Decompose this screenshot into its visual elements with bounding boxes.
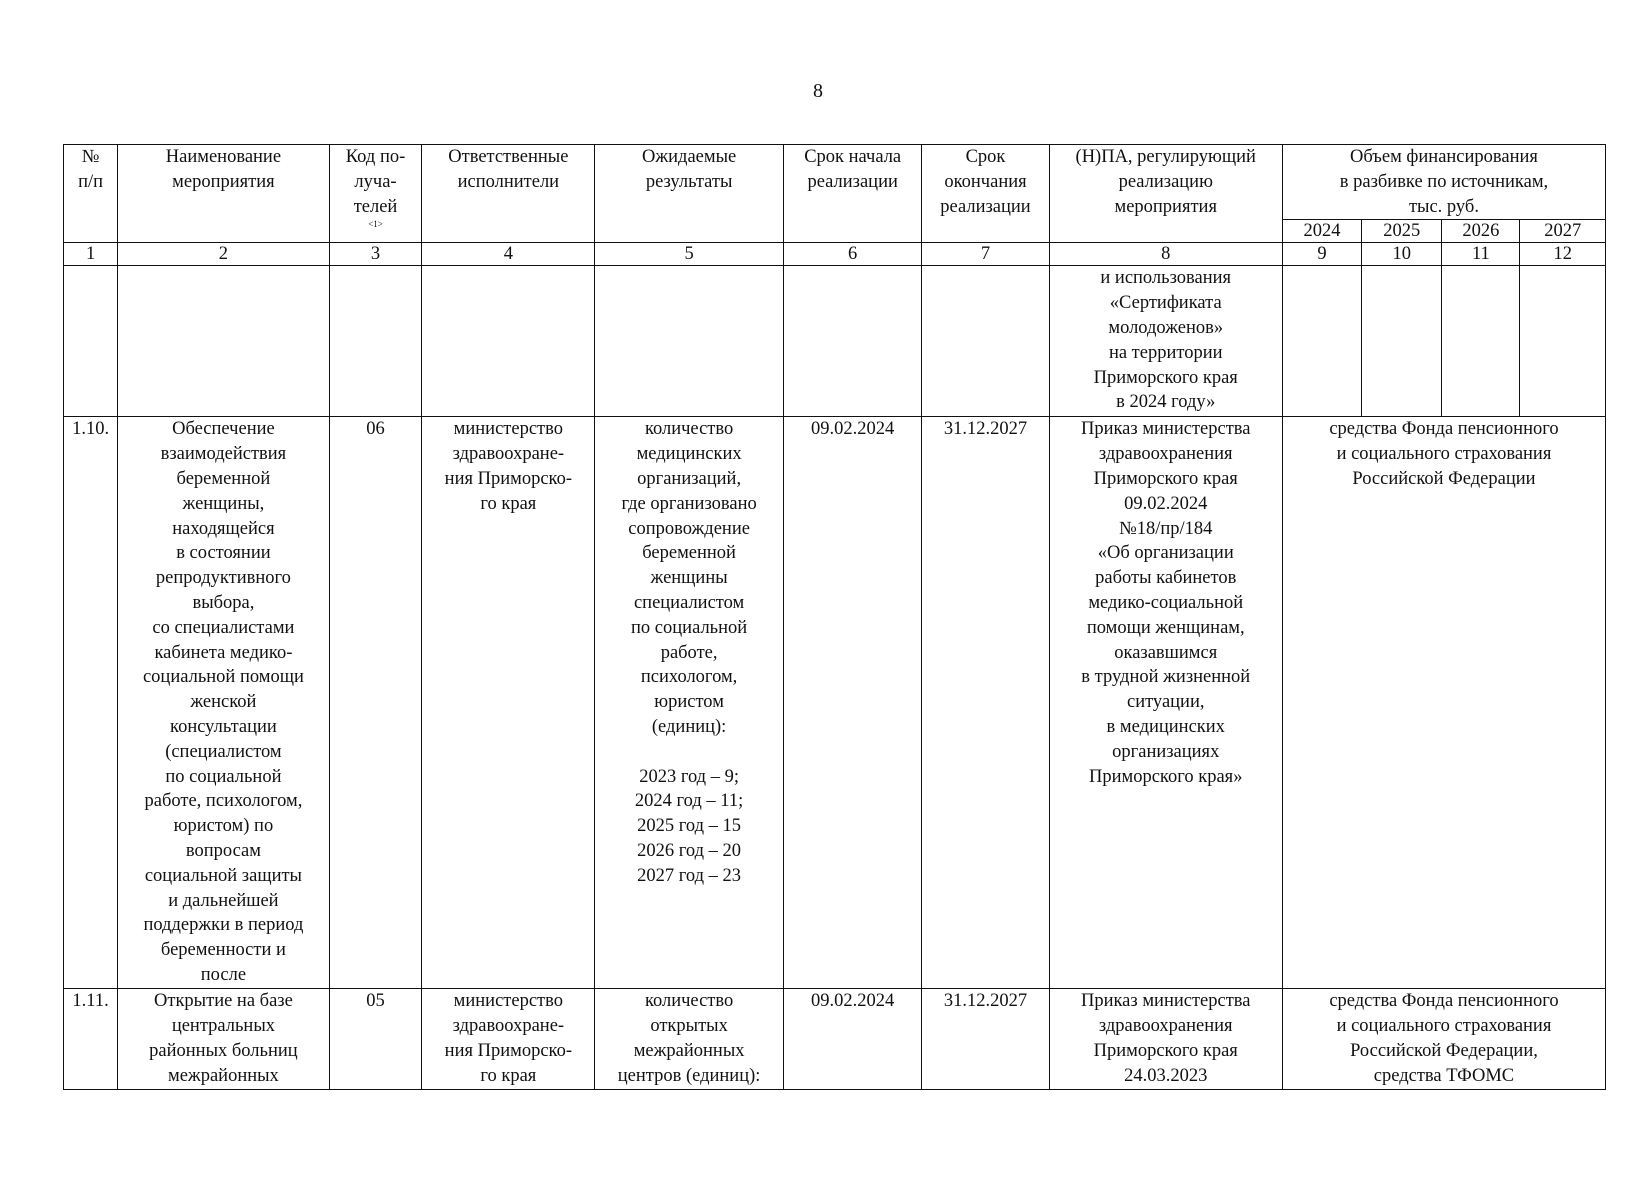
row-name-cell: Обеспечение взаимодействия беременной женщины, находящейся в состоянии репродуктивного выбора, со специалистами кабинета медико- социальной помощи женской консультации (специалистом по социальной работе, психологом, юристом) по вопросам социальной защиты и дальнейшей поддержки в период беременности и после: [118, 417, 329, 989]
row-finance-2027-cell: [1520, 266, 1606, 417]
header-num: № п/п: [64, 145, 118, 243]
page-number: 8: [813, 80, 823, 102]
row-finance-cell: средства Фонда пенсионного и социального страхования Российской Федерации, средства ТФОМС: [1282, 989, 1605, 1089]
row-code-cell: 05: [329, 989, 422, 1089]
row-results-cell: количество открытых межрайонных центров (единиц):: [595, 989, 784, 1089]
row-finance-cell: средства Фонда пенсионного и социального страхования Российской Федерации: [1282, 417, 1605, 989]
row-results-cell: количество медицинских организаций, где организовано сопровождение беременной женщины специалистом по социальной работе, психологом, юристом (единиц): 2023 год – 9; 2024 год – 11; 2025 год – 15 2026 год – 20 2027 год – 23: [595, 417, 784, 989]
header-start: Срок начала реализации: [783, 145, 922, 243]
header-code-text: Код по- луча- телей: [345, 147, 406, 217]
column-index: 3: [329, 243, 422, 266]
column-index: 4: [422, 243, 595, 266]
row-finance-2026-cell: [1442, 266, 1520, 417]
column-index: 5: [595, 243, 784, 266]
table-row: [64, 266, 1606, 417]
header-code: [329, 145, 422, 243]
row-num-cell: 1.10.: [64, 417, 118, 989]
table-row: [64, 417, 1606, 989]
header-end: Срок окончания реализации: [922, 145, 1049, 243]
header-year: 2027: [1520, 220, 1606, 243]
row-end-cell: 31.12.2027: [922, 417, 1049, 989]
header-year: 2026: [1442, 220, 1520, 243]
header-code-note: <1>: [368, 219, 383, 230]
column-index: 10: [1362, 243, 1442, 266]
column-index: 7: [922, 243, 1049, 266]
header-executors: Ответственные исполнители: [422, 145, 595, 243]
header-row: [64, 145, 1606, 220]
row-code-cell: [329, 266, 422, 417]
header-results: Ожидаемые результаты: [595, 145, 784, 243]
row-npa-cell: Приказ министерства здравоохранения Приморского края 24.03.2023: [1049, 989, 1282, 1089]
row-start-cell: [783, 266, 922, 417]
row-executors-cell: министерство здравоохране- ния Приморско- го края: [422, 417, 595, 989]
column-index: 6: [783, 243, 922, 266]
column-index: 9: [1282, 243, 1361, 266]
row-results-cell: [595, 266, 784, 417]
column-index: 2: [118, 243, 329, 266]
column-index: 11: [1442, 243, 1520, 266]
row-executors-cell: министерство здравоохране- ния Приморско- го края: [422, 989, 595, 1089]
row-npa-cell: Приказ министерства здравоохранения Приморского края 09.02.2024 №18/пр/184 «Об организации работы кабинетов медико-социальной помощи женщинам, оказавшимся в трудной жизненной ситуации, в медицинских организациях Приморского края»: [1049, 417, 1282, 989]
header-npa: (Н)ПА, регулирующий реализацию мероприятия: [1049, 145, 1282, 243]
row-name-cell: [118, 266, 329, 417]
table-row: [64, 989, 1606, 1089]
column-index: 8: [1049, 243, 1282, 266]
row-name-cell: Открытие на базе центральных районных больниц межрайонных: [118, 989, 329, 1089]
row-num-cell: [64, 266, 118, 417]
column-index-row: [64, 243, 1606, 266]
header-year: 2025: [1362, 220, 1442, 243]
row-finance-2025-cell: [1362, 266, 1442, 417]
row-finance-2024-cell: [1282, 266, 1361, 417]
activities-table: [63, 144, 1606, 1090]
row-start-cell: 09.02.2024: [783, 989, 922, 1089]
row-end-cell: 31.12.2027: [922, 989, 1049, 1089]
row-num-cell: 1.11.: [64, 989, 118, 1089]
column-index: 12: [1520, 243, 1606, 266]
header-name: Наименование мероприятия: [118, 145, 329, 243]
row-end-cell: [922, 266, 1049, 417]
header-finance: Объем финансирования в разбивке по источникам, тыс. руб.: [1282, 145, 1605, 220]
row-start-cell: 09.02.2024: [783, 417, 922, 989]
row-npa-cell: и использования «Сертификата молодоженов» на территории Приморского края в 2024 году»: [1049, 266, 1282, 417]
row-code-cell: 06: [329, 417, 422, 989]
column-index: 1: [64, 243, 118, 266]
row-executors-cell: [422, 266, 595, 417]
header-year: 2024: [1282, 220, 1361, 243]
